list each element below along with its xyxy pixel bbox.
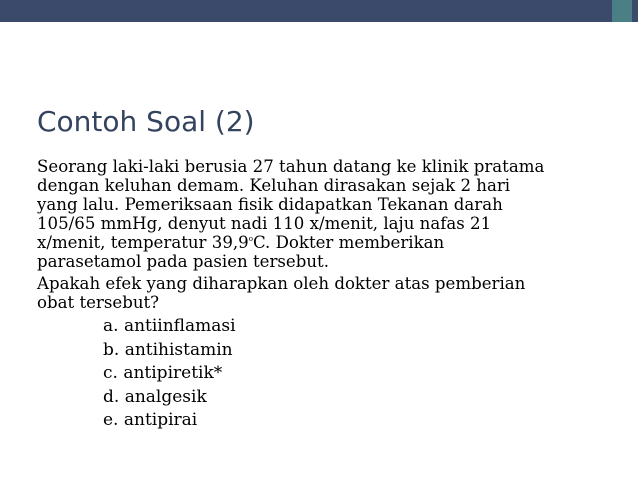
option-e: e. antipirai bbox=[103, 410, 198, 430]
question-line: Apakah efek yang diharapkan oleh dokter atas pemberian bbox=[37, 274, 526, 293]
temperature-suffix: C. Dokter memberikan bbox=[252, 233, 445, 252]
top-decorative-bar bbox=[0, 0, 638, 22]
case-line: dengan keluhan demam. Keluhan dirasakan sejak 2 hari bbox=[37, 176, 511, 195]
temperature-prefix: x/menit, temperatur 39,9 bbox=[37, 233, 249, 252]
case-line: 105/65 mmHg, denyut nadi 110 x/menit, laju nafas 21 bbox=[37, 214, 492, 233]
option-c: c. antipiretik* bbox=[103, 363, 223, 383]
option-a: a. antiinflamasi bbox=[103, 316, 236, 336]
top-bar-accent bbox=[612, 0, 632, 22]
case-line-temperature bbox=[37, 233, 444, 252]
option-b: b. antihistamin bbox=[103, 339, 233, 360]
top-bar-end bbox=[632, 0, 638, 22]
answer-options bbox=[37, 315, 617, 433]
degree-symbol: o bbox=[248, 235, 253, 243]
slide-title: Contoh Soal (2) bbox=[37, 105, 255, 138]
top-bar-main bbox=[0, 0, 612, 22]
question-line: obat tersebut? bbox=[37, 293, 160, 312]
option-d: d. analgesik bbox=[103, 386, 207, 407]
case-line: Seorang laki-laki berusia 27 tahun datang ke klinik pratama bbox=[37, 157, 545, 176]
case-line: yang lalu. Pemeriksaan fisik didapatkan Tekanan darah bbox=[37, 195, 503, 214]
question-paragraph bbox=[37, 274, 617, 312]
case-paragraph bbox=[37, 157, 617, 271]
slide-body bbox=[37, 157, 617, 433]
case-line: parasetamol pada pasien tersebut. bbox=[37, 252, 329, 271]
